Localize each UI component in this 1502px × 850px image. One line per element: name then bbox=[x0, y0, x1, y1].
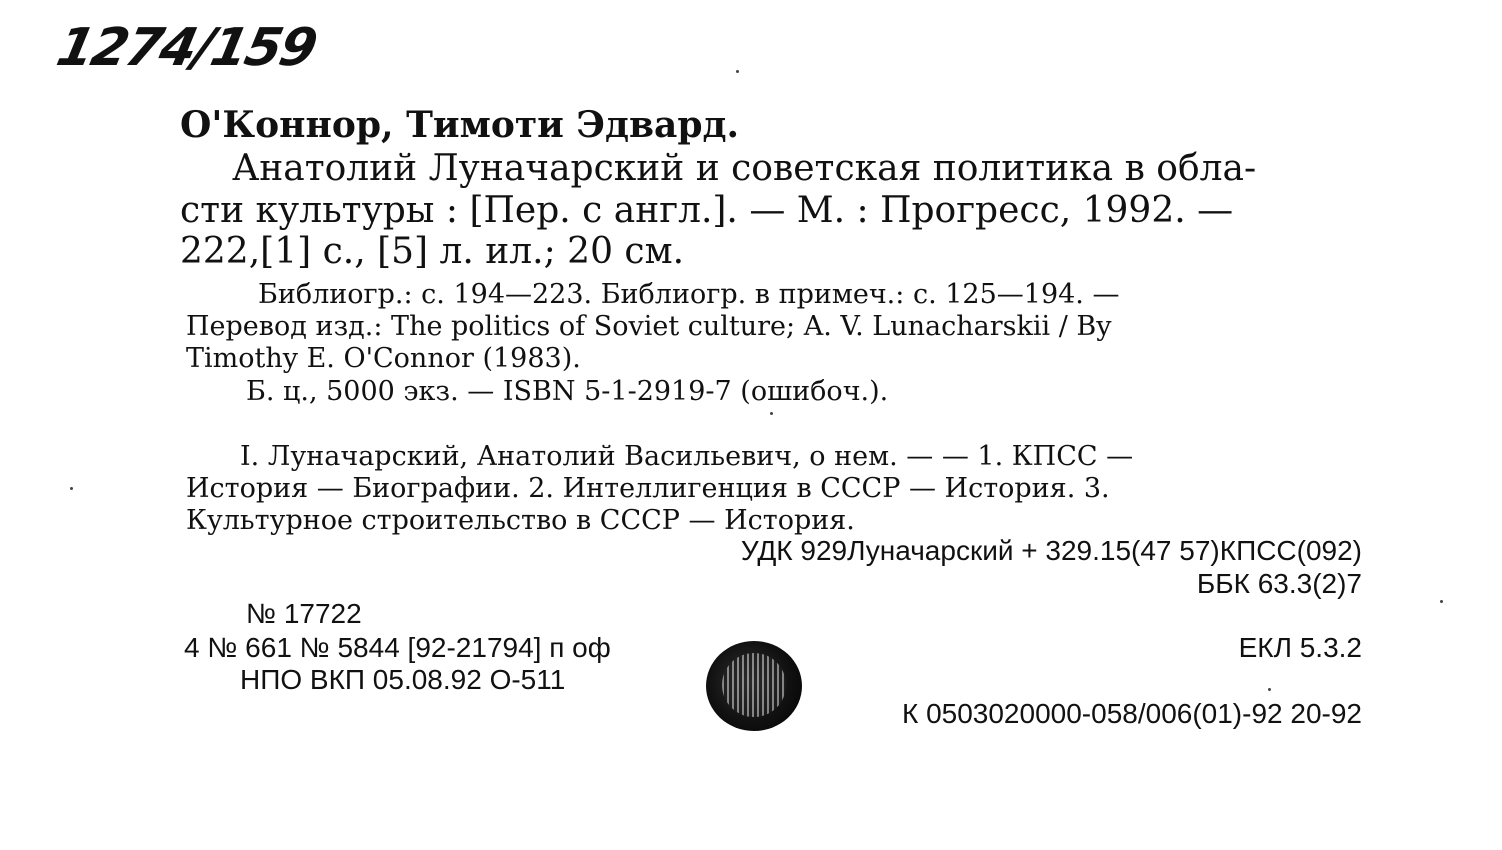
udk-index: УДК 929Луначарский + 329.15(47 57)КПСС(092) bbox=[740, 535, 1362, 566]
bbk-index: ББК 63.3(2)7 bbox=[1196, 568, 1362, 599]
npo-line: НПО ВКП 05.08.92 О-511 bbox=[240, 664, 566, 695]
footer-right-line: ЕКЛ 5.3.2 bbox=[1238, 632, 1362, 663]
note-line-4: Б. ц., 5000 экз. — ISBN 5-1-2919-7 (ошибоч.). bbox=[246, 376, 889, 407]
code-line: К 0503020000-058/006(01)-92 20-92 bbox=[901, 698, 1362, 729]
note-line-2: Перевод изд.: The politics of Soviet culture; A. V. Lunacharskii / By bbox=[186, 311, 1112, 342]
handwritten-number: 1274/159 bbox=[51, 18, 321, 78]
subject-line-1: I. Луначарский, Анатолий Васильевич, о нем. — — 1. КПСС — bbox=[240, 441, 1134, 472]
title-line-2: сти культуры : [Пер. с англ.]. — М. : Прогресс, 1992. — bbox=[180, 190, 1234, 231]
scan-speck bbox=[1440, 600, 1443, 603]
scan-speck bbox=[736, 70, 739, 73]
record-number: № 17722 bbox=[246, 598, 362, 629]
footer-left-line: 4 № 661 № 5844 [92-21794] п оф bbox=[184, 632, 611, 663]
punched-hole bbox=[706, 641, 802, 731]
title-line-3: 222,[1] с., [5] л. ил.; 20 см. bbox=[180, 231, 685, 272]
note-line-1: Библиогр.: с. 194—223. Библиогр. в примеч.: с. 125—194. — bbox=[258, 279, 1120, 310]
author-heading: О'Коннор, Тимоти Эдвард. bbox=[180, 104, 740, 146]
scan-speck bbox=[70, 487, 73, 490]
title-line-1: Анатолий Луначарский и советская политика в обла- bbox=[232, 148, 1257, 189]
scan-speck bbox=[1268, 688, 1271, 691]
subject-line-3: Культурное строительство в СССР — История. bbox=[186, 505, 855, 536]
subject-line-2: История — Биографии. 2. Интеллигенция в СССР — История. 3. bbox=[186, 473, 1110, 504]
scan-speck bbox=[770, 412, 773, 415]
note-line-3: Timothy E. O'Connor (1983). bbox=[186, 343, 581, 374]
